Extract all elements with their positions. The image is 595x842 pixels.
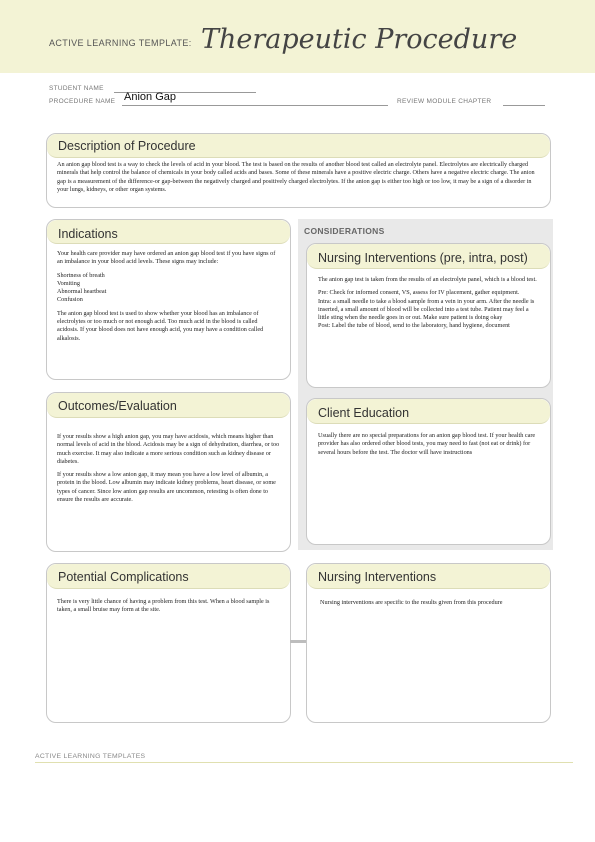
description-header — [47, 134, 550, 158]
page-title: Therapeutic Procedure — [201, 24, 518, 55]
student-name-label: STUDENT NAME — [49, 85, 104, 92]
client-education-header — [307, 399, 550, 424]
indications-paragraph: Your health care provider may have ordered an anion gap blood test if you have signs of an imbalance in your blood acid levels. These signs may include: — [57, 250, 276, 266]
footer-divider — [35, 762, 573, 763]
nursing-interventions-title: Nursing Interventions — [318, 570, 437, 584]
complications-text: There is very little chance of having a problem from this test. When a blood sample is taken, a small bruise may form at the site. — [57, 598, 270, 614]
nursing-interventions-text: Nursing interventions are specific to the results given from this procedure — [320, 599, 503, 606]
outcomes-paragraph: If your results show a high anion gap, you may have acidosis, which means higher than normal levels of acid in the blood. Acidosis may be a sign of dehydration, diarrhea, or too much exercise. It may also indicate a more serious condition such as kidney disease or diabetes. — [57, 433, 280, 465]
procedure-name-label: PROCEDURE NAME — [49, 98, 116, 105]
indications-title: Indications — [58, 227, 118, 241]
client-education-text: Usually there are no special preparations for an anion gap blood test. If your health care provider has also ordered other blood tests, you may need to fast (not eat or drink) for several hours before the test. The doctor will have instructions — [318, 432, 536, 456]
outcomes-paragraph: If your results show a low anion gap, it may mean you have a low level of albumin, a protein in the blood. Low albumin may indicate kidney problems, heart disease, or some types of cancer. Since low anion gap results are uncommon, retesting is often done to ensure the results are accurate. — [57, 471, 276, 504]
complications-header — [47, 564, 290, 589]
indications-paragraph: Shortness of breath Vomiting Abnormal heartbeat Confusion — [57, 271, 107, 304]
review-module-field[interactable] — [503, 105, 545, 106]
outcomes-header — [47, 393, 290, 418]
complications-box — [46, 563, 291, 723]
template-label: ACTIVE LEARNING TEMPLATE: — [49, 38, 192, 48]
client-education-box — [306, 398, 551, 545]
considerations-label: CONSIDERATIONS — [304, 226, 385, 236]
indications-text — [57, 250, 279, 348]
indications-box — [46, 219, 291, 380]
nursing-interventions-pre-box — [306, 243, 551, 388]
client-education-title: Client Education — [318, 406, 410, 420]
indications-header — [47, 220, 290, 244]
review-module-label: REVIEW MODULE CHAPTER — [397, 98, 492, 105]
procedure-name-field[interactable] — [122, 105, 388, 106]
complications-title: Potential Complications — [58, 570, 189, 584]
nursing-interventions-pre-title: Nursing Interventions (pre, intra, post) — [318, 251, 528, 265]
nursing-interventions-header — [307, 564, 550, 589]
indications-paragraph: The anion gap blood test is used to show whether your blood has an imbalance of electrolytes or too much or not enough acid. Too much acid in the blood is called acidosis. If your blood does not have enough acid, you may have a condition called alkalosis. — [57, 309, 264, 342]
procedure-name-value: Anion Gap — [124, 91, 176, 103]
description-box — [46, 133, 551, 208]
connector-bar — [290, 640, 306, 643]
nursing-interventions-box — [306, 563, 551, 723]
outcomes-title: Outcomes/Evaluation — [58, 399, 177, 413]
nursing-interventions-pre-paragraph: The anion gap test is taken from the results of an electrolyte panel, which is a blood test. — [318, 276, 537, 283]
nursing-interventions-pre-header — [307, 244, 550, 269]
description-title: Description of Procedure — [58, 139, 196, 153]
footer-label: ACTIVE LEARNING TEMPLATES — [35, 753, 146, 760]
description-text: An anion gap blood test is a way to check the levels of acid in your blood. The test is based on the results of another blood test called an electrolyte panel. Electrolytes are electrically charged minerals that help control the balance of chemicals in your body called acids and bases. Some of these minerals have a positive electric charge. Others have a negative electric charge. The anion gap is a measurement of the difference-or gap-between the negatively charged and positively charged electrolytes. If the anion gap is either too high or too low, it may be a sign of a disorder in your lungs, kidneys, or other organ systems. — [57, 161, 535, 193]
nursing-interventions-pre-text — [318, 276, 540, 336]
nursing-interventions-pre-paragraph: Pre: Check for informed consent, VS, assess for IV placement, gather equipment. Intra: a small needle to take a blood sample from a vein in your arm. After the needle is inserted, a small amount of blood will be collected into a test tube. Patient may feel a little sting when the needle goes in or out. Make sure patient is doing okay Post: Label the tube of blood, send to the laboratory, hand hygiene, document — [318, 289, 535, 330]
outcomes-text — [57, 433, 283, 509]
outcomes-box — [46, 392, 291, 552]
